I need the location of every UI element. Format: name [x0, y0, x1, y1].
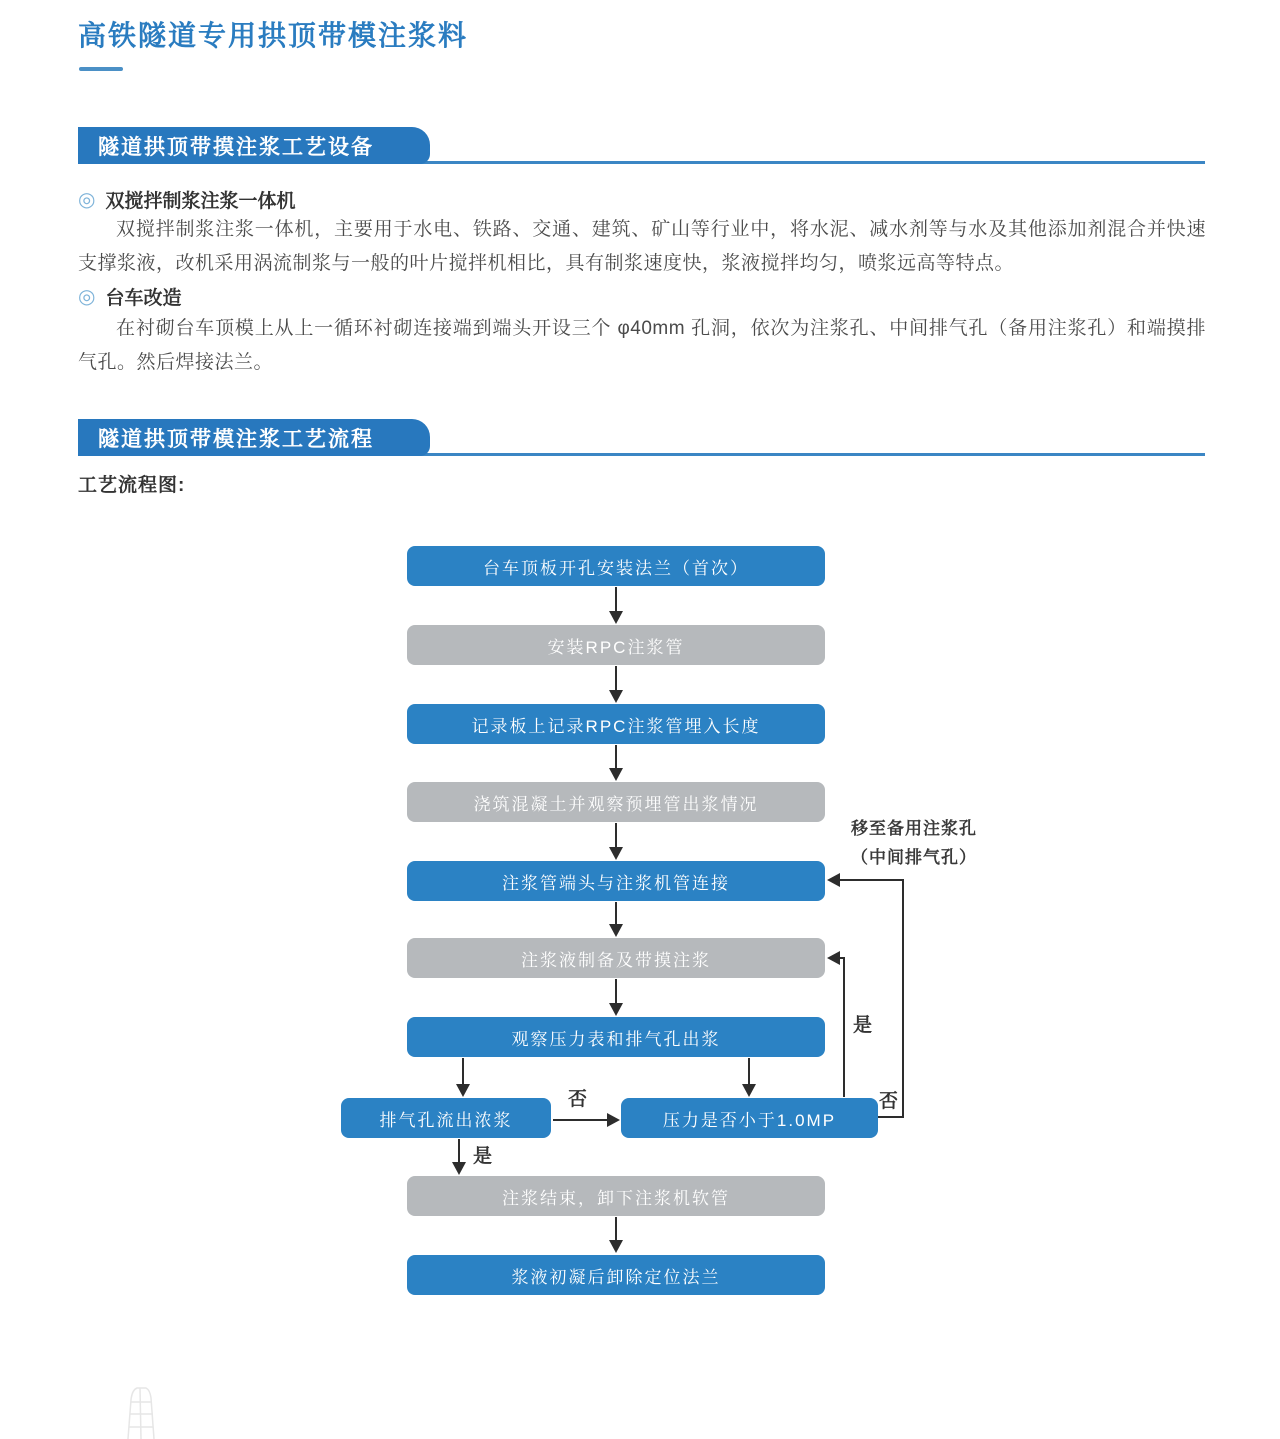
building-watermark	[128, 1388, 154, 1439]
flow-step-vent-thick-grout: 排气孔流出浓浆	[341, 1098, 551, 1138]
feedback-annotation-line1: 移至备用注浆孔	[851, 819, 977, 838]
feedback-arrow-yes-to-grouting	[827, 951, 844, 1097]
edge-label-no-feedback: 否	[879, 1091, 899, 1112]
arrow-step7-step9	[742, 1058, 756, 1097]
arrow-step1-step2	[609, 587, 623, 624]
circle-bullet-icon: ◎	[78, 188, 96, 211]
flowchart-caption: 工艺流程图:	[78, 475, 186, 496]
edge-label-yes-feedback: 是	[853, 1015, 873, 1036]
section-banner-process-label: 隧道拱顶带模注浆工艺流程	[98, 427, 374, 451]
section-banner-process	[78, 419, 430, 456]
feedback-arrow-no-to-connection	[827, 873, 903, 1117]
circle-bullet-icon: ◎	[78, 285, 96, 308]
list-item-mixer	[78, 186, 295, 213]
arrow-step5-step6	[609, 902, 623, 937]
arrow-step6-step7	[609, 979, 623, 1016]
flow-step-install-flange: 台车顶板开孔安装法兰（首次）	[407, 546, 825, 586]
feedback-annotation-line2: （中间排气孔）	[851, 848, 977, 867]
flow-step-end-grouting: 注浆结束，卸下注浆机软管	[407, 1176, 825, 1216]
item-heading-mixer: 双搅拌制浆注浆一体机	[105, 191, 296, 212]
paragraph-trolley: 在衬砌台车顶模上从上一循环衬砌连接端到端头开设三个 φ40mm 孔洞，依次为注浆孔、中间排气孔（备用注浆孔）和端摸排气孔。然后焊接法兰。	[78, 318, 1206, 373]
flow-step-remove-flange: 浆液初凝后卸除定位法兰	[407, 1255, 825, 1295]
arrow-step4-step5	[609, 823, 623, 860]
flow-step-connect-pipe: 注浆管端头与注浆机管连接	[407, 861, 825, 901]
flow-step-pour-concrete: 浇筑混凝土并观察预埋管出浆情况	[407, 782, 825, 822]
flow-step-record-length: 记录板上记录RPC注浆管埋入长度	[407, 704, 825, 744]
paragraph-mixer: 双搅拌制浆注浆一体机，主要用于水电、铁路、交通、建筑、矿山等行业中，将水泥、减水剂等与水及其他添加剂混合并快速支撑浆液，改机采用涡流制浆与一般的叶片搅拌机相比，具有制浆速度快，浆液搅拌均匀，喷浆远高等特点。	[78, 219, 1206, 274]
flow-step-pressure-check: 压力是否小于1.0MP	[621, 1098, 878, 1138]
flow-step-prepare-grout: 注浆液制备及带摸注浆	[407, 938, 825, 978]
arrow-step10-step11	[609, 1217, 623, 1253]
arrow-step2-step3	[609, 666, 623, 703]
arrow-step8-step10-yes	[452, 1139, 466, 1175]
edge-label-no-between: 否	[568, 1089, 588, 1110]
page-title: 高铁隧道专用拱顶带模注浆料	[78, 20, 469, 51]
arrow-step8-step9-no	[553, 1113, 620, 1127]
edge-label-yes-down: 是	[473, 1146, 493, 1167]
feedback-annotation	[828, 814, 1000, 872]
arrow-step3-step4	[609, 745, 623, 781]
section-banner-equipment-label: 隧道拱顶带摸注浆工艺设备	[98, 135, 374, 159]
flow-step-observe-gauge: 观察压力表和排气孔出浆	[407, 1017, 825, 1057]
list-item-trolley	[78, 283, 181, 310]
title-underline	[79, 67, 123, 71]
flow-step-install-rpc-pipe: 安装RPC注浆管	[407, 625, 825, 665]
item-heading-trolley: 台车改造	[105, 288, 182, 309]
arrow-step7-step8	[456, 1058, 470, 1097]
section-banner-equipment	[78, 127, 430, 164]
